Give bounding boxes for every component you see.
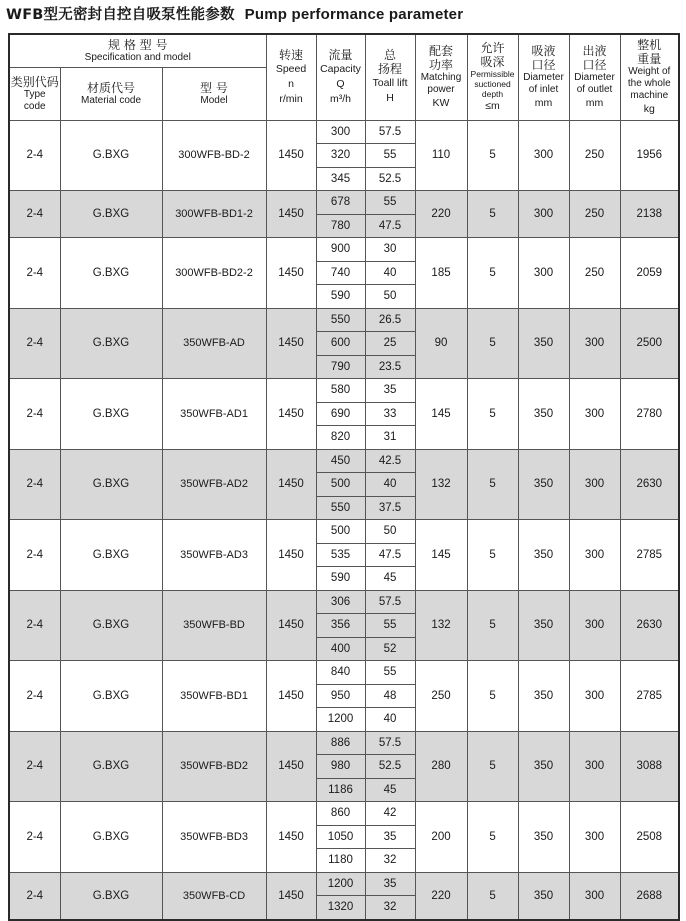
type-code-header	[9, 67, 60, 120]
model-header-en: Model	[200, 94, 228, 106]
lift-cell: 30	[365, 238, 415, 262]
suction-depth-cell: 5	[467, 191, 518, 238]
lift-cell: 47.5	[365, 214, 415, 238]
lift-cell: 35	[365, 872, 415, 896]
speed-cell: 1450	[266, 379, 316, 450]
capacity-cell: 320	[316, 144, 365, 168]
capacity-cell: 1180	[316, 849, 365, 873]
capacity-cell: 356	[316, 614, 365, 638]
inlet-diameter-cell: 350	[518, 661, 569, 732]
capacity-cell: 500	[316, 520, 365, 544]
model-cell: 350WFB-CD	[162, 872, 266, 920]
inlet-diameter-cell: 300	[518, 120, 569, 191]
weight-header-unit: kg	[643, 102, 655, 115]
lift-cell: 47.5	[365, 543, 415, 567]
capacity-cell: 980	[316, 755, 365, 779]
power-cell: 90	[415, 308, 467, 379]
outlet-diameter-cell: 300	[569, 802, 620, 873]
inlet-diameter-cell: 300	[518, 238, 569, 309]
weight-cell: 2508	[620, 802, 679, 873]
suction-header-cn1: 允许	[480, 40, 505, 55]
table-row	[9, 802, 679, 826]
suction-depth-cell: 5	[467, 120, 518, 191]
table-header	[9, 34, 679, 120]
lift-cell: 57.5	[365, 120, 415, 144]
type-code-cell: 2-4	[9, 520, 60, 591]
suction-depth-cell: 5	[467, 238, 518, 309]
model-cell: 350WFB-AD2	[162, 449, 266, 520]
spec-header	[9, 34, 266, 67]
outlet-header	[569, 34, 620, 120]
table-row	[9, 379, 679, 403]
capacity-header	[316, 34, 365, 120]
lift-cell: 55	[365, 191, 415, 215]
suction-depth-cell: 5	[467, 872, 518, 920]
capacity-cell: 590	[316, 567, 365, 591]
lift-header	[365, 34, 415, 120]
speed-header-unit: r/min	[279, 92, 303, 105]
weight-header	[620, 34, 679, 120]
model-cell: 350WFB-AD3	[162, 520, 266, 591]
speed-cell: 1450	[266, 191, 316, 238]
speed-cell: 1450	[266, 120, 316, 191]
type-code-cell: 2-4	[9, 238, 60, 309]
lift-cell: 55	[365, 614, 415, 638]
power-cell: 200	[415, 802, 467, 873]
table-row	[9, 590, 679, 614]
weight-cell: 2630	[620, 449, 679, 520]
lift-cell: 50	[365, 520, 415, 544]
table-row	[9, 120, 679, 144]
outlet-diameter-cell: 250	[569, 191, 620, 238]
weight-header-en1: Weight of	[628, 65, 671, 77]
lift-cell: 35	[365, 825, 415, 849]
spec-header-cn: 规 格 型 号	[108, 37, 168, 52]
model-cell: 300WFB-BD2-2	[162, 238, 266, 309]
lift-cell: 40	[365, 261, 415, 285]
lift-cell: 23.5	[365, 355, 415, 379]
inlet-diameter-cell: 350	[518, 520, 569, 591]
lift-header-sym: H	[386, 92, 394, 105]
capacity-cell: 790	[316, 355, 365, 379]
weight-cell: 3088	[620, 731, 679, 802]
outlet-diameter-cell: 300	[569, 590, 620, 661]
weight-cell: 1956	[620, 120, 679, 191]
speed-header-cn: 转速	[279, 47, 304, 62]
lift-cell: 55	[365, 661, 415, 685]
model-header-cn: 型 号	[200, 80, 228, 95]
inlet-header-cn2: 口径	[531, 57, 556, 72]
material-code-cell: G.BXG	[60, 872, 162, 920]
model-cell: 350WFB-BD1	[162, 661, 266, 732]
type-code-header-en1: Type	[23, 88, 46, 100]
weight-cell: 2630	[620, 590, 679, 661]
type-code-cell: 2-4	[9, 731, 60, 802]
outlet-diameter-cell: 250	[569, 120, 620, 191]
speed-cell: 1450	[266, 238, 316, 309]
suction-header-cn2: 吸深	[480, 54, 505, 69]
lift-header-cn2: 扬程	[378, 62, 403, 77]
speed-cell: 1450	[266, 872, 316, 920]
material-code-cell: G.BXG	[60, 191, 162, 238]
weight-cell: 2785	[620, 661, 679, 732]
power-cell: 220	[415, 191, 467, 238]
title-en: Pump performance parameter	[244, 6, 464, 23]
model-cell: 300WFB-BD1-2	[162, 191, 266, 238]
model-cell: 300WFB-BD-2	[162, 120, 266, 191]
capacity-cell: 306	[316, 590, 365, 614]
power-header-cn2: 功率	[429, 57, 454, 72]
speed-cell: 1450	[266, 802, 316, 873]
weight-header-en3: machine	[630, 89, 669, 101]
lift-cell: 37.5	[365, 496, 415, 520]
page-title	[6, 3, 463, 27]
lift-cell: 35	[365, 379, 415, 403]
outlet-diameter-cell: 300	[569, 731, 620, 802]
weight-cell: 2059	[620, 238, 679, 309]
speed-header-sym: n	[288, 77, 294, 90]
outlet-diameter-cell: 300	[569, 520, 620, 591]
inlet-header-cn1: 吸液	[531, 43, 556, 58]
power-cell: 145	[415, 379, 467, 450]
lift-cell: 52.5	[365, 167, 415, 191]
power-header-en1: Matching	[420, 71, 462, 83]
lift-cell: 32	[365, 849, 415, 873]
material-code-cell: G.BXG	[60, 731, 162, 802]
capacity-cell: 1200	[316, 872, 365, 896]
capacity-cell: 345	[316, 167, 365, 191]
type-code-header-cn: 类别代码	[10, 74, 59, 89]
power-header	[415, 34, 467, 120]
inlet-diameter-cell: 350	[518, 590, 569, 661]
capacity-cell: 860	[316, 802, 365, 826]
type-code-cell: 2-4	[9, 802, 60, 873]
lift-cell: 40	[365, 708, 415, 732]
capacity-header-sym: Q	[336, 77, 345, 90]
capacity-cell: 535	[316, 543, 365, 567]
power-cell: 250	[415, 661, 467, 732]
table-row	[9, 449, 679, 473]
material-code-cell: G.BXG	[60, 449, 162, 520]
outlet-header-en1: Diameter	[574, 71, 615, 83]
suction-depth-cell: 5	[467, 731, 518, 802]
material-code-cell: G.BXG	[60, 661, 162, 732]
suction-depth-cell: 5	[467, 802, 518, 873]
lift-header-en: Toall lift	[372, 77, 408, 90]
capacity-cell: 678	[316, 191, 365, 215]
inlet-header-unit: mm	[534, 96, 553, 109]
weight-header-en2: the whole	[627, 77, 671, 89]
weight-cell: 2138	[620, 191, 679, 238]
capacity-cell: 900	[316, 238, 365, 262]
type-code-cell: 2-4	[9, 449, 60, 520]
capacity-cell: 780	[316, 214, 365, 238]
type-code-cell: 2-4	[9, 308, 60, 379]
suction-depth-cell: 5	[467, 520, 518, 591]
material-code-cell: G.BXG	[60, 379, 162, 450]
lift-cell: 57.5	[365, 590, 415, 614]
capacity-cell: 590	[316, 285, 365, 309]
capacity-header-en: Capacity	[320, 62, 361, 75]
type-code-cell: 2-4	[9, 191, 60, 238]
suction-depth-cell: 5	[467, 590, 518, 661]
model-cell: 350WFB-BD2	[162, 731, 266, 802]
outlet-diameter-cell: 300	[569, 449, 620, 520]
material-header-cn: 材质代号	[86, 80, 135, 95]
inlet-diameter-cell: 300	[518, 191, 569, 238]
lift-cell: 40	[365, 473, 415, 497]
speed-cell: 1450	[266, 308, 316, 379]
type-code-cell: 2-4	[9, 872, 60, 920]
power-cell: 145	[415, 520, 467, 591]
capacity-cell: 740	[316, 261, 365, 285]
capacity-cell: 550	[316, 496, 365, 520]
table-body	[9, 120, 679, 920]
weight-cell: 2780	[620, 379, 679, 450]
outlet-diameter-cell: 300	[569, 872, 620, 920]
capacity-cell: 840	[316, 661, 365, 685]
material-code-cell: G.BXG	[60, 520, 162, 591]
lift-cell: 42	[365, 802, 415, 826]
inlet-header	[518, 34, 569, 120]
title-cn: WFB型无密封自控自吸泵性能参数	[6, 7, 235, 23]
material-code-cell: G.BXG	[60, 238, 162, 309]
lift-cell: 48	[365, 684, 415, 708]
table-row	[9, 520, 679, 544]
outlet-header-unit: mm	[585, 96, 604, 109]
capacity-cell: 950	[316, 684, 365, 708]
capacity-cell: 450	[316, 449, 365, 473]
inlet-diameter-cell: 350	[518, 449, 569, 520]
lift-cell: 57.5	[365, 731, 415, 755]
inlet-diameter-cell: 350	[518, 308, 569, 379]
capacity-cell: 400	[316, 637, 365, 661]
material-code-cell: G.BXG	[60, 120, 162, 191]
outlet-diameter-cell: 300	[569, 308, 620, 379]
lift-cell: 33	[365, 402, 415, 426]
speed-cell: 1450	[266, 661, 316, 732]
weight-header-cn2: 重量	[637, 51, 662, 66]
capacity-cell: 580	[316, 379, 365, 403]
suction-header-en2: suctioned	[474, 78, 511, 89]
performance-table	[8, 33, 680, 921]
weight-cell: 2785	[620, 520, 679, 591]
weight-header-cn1: 整机	[637, 37, 662, 52]
suction-header-en1: Permissible	[470, 68, 515, 79]
capacity-header-unit: m³/h	[330, 92, 352, 105]
inlet-diameter-cell: 350	[518, 379, 569, 450]
lift-cell: 26.5	[365, 308, 415, 332]
power-cell: 185	[415, 238, 467, 309]
outlet-diameter-cell: 300	[569, 661, 620, 732]
outlet-header-cn1: 出液	[582, 43, 607, 58]
weight-cell: 2500	[620, 308, 679, 379]
suction-header-unit: ≤m	[485, 99, 500, 112]
suction-depth-cell: 5	[467, 308, 518, 379]
capacity-cell: 820	[316, 426, 365, 450]
inlet-diameter-cell: 350	[518, 872, 569, 920]
model-cell: 350WFB-BD	[162, 590, 266, 661]
inlet-header-en1: Diameter	[523, 71, 564, 83]
material-header-en: Material code	[80, 94, 142, 106]
table-row	[9, 191, 679, 215]
lift-cell: 32	[365, 896, 415, 920]
table-row	[9, 308, 679, 332]
type-code-cell: 2-4	[9, 590, 60, 661]
lift-cell: 52	[365, 637, 415, 661]
table-row	[9, 238, 679, 262]
weight-cell: 2688	[620, 872, 679, 920]
capacity-cell: 600	[316, 332, 365, 356]
lift-cell: 50	[365, 285, 415, 309]
type-code-cell: 2-4	[9, 661, 60, 732]
outlet-diameter-cell: 300	[569, 379, 620, 450]
capacity-cell: 690	[316, 402, 365, 426]
speed-header-en: Speed	[275, 62, 307, 75]
spec-header-en: Specification and model	[84, 51, 191, 63]
power-header-en2: power	[427, 83, 455, 95]
model-cell: 350WFB-AD	[162, 308, 266, 379]
table-row	[9, 872, 679, 896]
capacity-cell: 500	[316, 473, 365, 497]
material-code-cell: G.BXG	[60, 590, 162, 661]
type-code-cell: 2-4	[9, 379, 60, 450]
capacity-cell: 1320	[316, 896, 365, 920]
material-code-cell: G.BXG	[60, 802, 162, 873]
outlet-header-en2: of outlet	[576, 83, 613, 95]
speed-cell: 1450	[266, 590, 316, 661]
lift-cell: 45	[365, 778, 415, 802]
power-cell: 280	[415, 731, 467, 802]
lift-cell: 52.5	[365, 755, 415, 779]
power-cell: 132	[415, 590, 467, 661]
inlet-diameter-cell: 350	[518, 731, 569, 802]
power-header-unit: KW	[432, 96, 450, 109]
lift-cell: 42.5	[365, 449, 415, 473]
power-cell: 132	[415, 449, 467, 520]
suction-depth-cell: 5	[467, 449, 518, 520]
table-row	[9, 661, 679, 685]
model-cell: 350WFB-BD3	[162, 802, 266, 873]
speed-header	[266, 34, 316, 120]
power-header-cn1: 配套	[429, 43, 454, 58]
capacity-cell: 300	[316, 120, 365, 144]
power-cell: 110	[415, 120, 467, 191]
suction-header-en3: depth	[481, 88, 504, 99]
material-header	[60, 67, 162, 120]
suction-header	[467, 34, 518, 120]
outlet-header-cn2: 口径	[582, 57, 607, 72]
capacity-cell: 550	[316, 308, 365, 332]
suction-depth-cell: 5	[467, 661, 518, 732]
capacity-header-cn: 流量	[328, 47, 353, 62]
lift-cell: 31	[365, 426, 415, 450]
type-code-cell: 2-4	[9, 120, 60, 191]
outlet-diameter-cell: 250	[569, 238, 620, 309]
suction-depth-cell: 5	[467, 379, 518, 450]
model-cell: 350WFB-AD1	[162, 379, 266, 450]
model-header	[162, 67, 266, 120]
lift-cell: 55	[365, 144, 415, 168]
inlet-header-en2: of inlet	[528, 83, 559, 95]
speed-cell: 1450	[266, 449, 316, 520]
lift-cell: 45	[365, 567, 415, 591]
capacity-cell: 1186	[316, 778, 365, 802]
capacity-cell: 1050	[316, 825, 365, 849]
inlet-diameter-cell: 350	[518, 802, 569, 873]
speed-cell: 1450	[266, 520, 316, 591]
type-code-header-en2: code	[23, 100, 46, 112]
capacity-cell: 1200	[316, 708, 365, 732]
power-cell: 220	[415, 872, 467, 920]
material-code-cell: G.BXG	[60, 308, 162, 379]
lift-header-cn1: 总	[384, 48, 397, 63]
capacity-cell: 886	[316, 731, 365, 755]
table-row	[9, 731, 679, 755]
speed-cell: 1450	[266, 731, 316, 802]
lift-cell: 25	[365, 332, 415, 356]
